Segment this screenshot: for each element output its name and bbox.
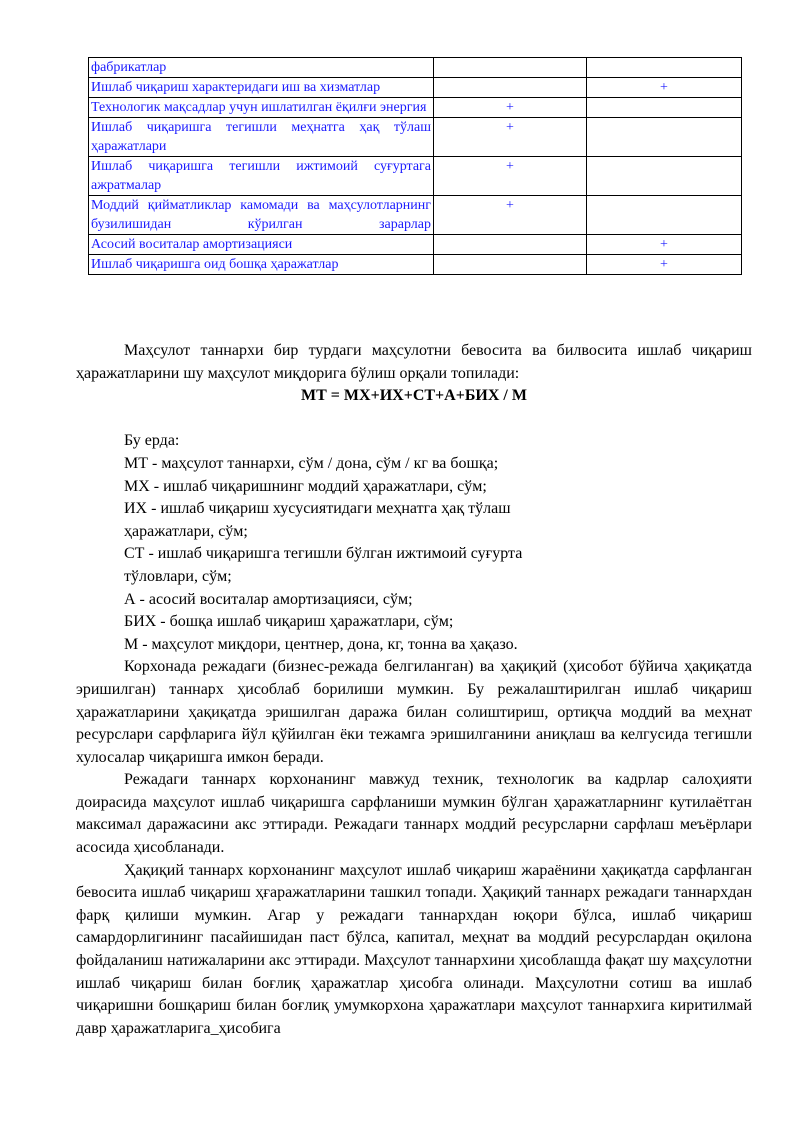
row-mark-col2: + [434,118,587,157]
row-mark-col3: + [587,235,742,255]
definition-line: БИХ - бошқа ишлаб чиқариш ҳаражатлари, сўм; [124,613,454,631]
row-name: Ишлаб чиқариш характеридаги иш ва хизматлар [89,78,434,98]
definition-line: ИХ - ишлаб чиқариш хусусиятидаги меҳнатга ҳақ тўлаш [124,500,511,518]
row-name: Ишлаб чиқаришга оид бошқа ҳаражатлар [89,255,434,275]
row-name: Ишлаб чиқаришга тегишли меҳнатга ҳақ тўлаш ҳаражатлари [89,118,434,157]
row-mark-col3: + [587,78,742,98]
definition-line: СТ - ишлаб чиқаришга тегишли бўлган ижтимоий суғурта [124,545,523,563]
paragraph: Режадаги таннарх корхонанинг мавжуд техник, технологик ва кадрлар салоҳияти доирасида маҳсулот ишлаб чиқаришга сарфланиши мумкин бўлган ҳаражатларнинг кутилаётган максимал даражасини акс эттиради. Режадаги таннарх моддий ресурсларни сарфлаш меъёрлари асосида ҳисобланади. [76,771,752,857]
row-mark-col2: + [434,157,587,196]
row-name: Ишлаб чиқаришга тегишли ижтимоий суғуртага ажратмалар [89,157,434,196]
definition-line: ҳаражатлари, сўм; [124,522,248,540]
row-mark-col2 [434,78,587,98]
row-name: Моддий қийматликлар камомади ва маҳсулотларнинг бузилишидан кўрилган зарарлар [89,196,434,235]
body-text [76,340,752,1040]
row-mark-col3 [587,58,742,78]
row-mark-col2 [434,255,587,275]
definition-line: МТ - маҳсулот таннархи, сўм / дона, сўм / кг ва бошқа; [124,454,499,472]
paragraph: Ҳақиқий таннарх корхонанинг маҳсулот ишлаб чиқариш жараёнини ҳақиқатда сарфланган бевосита ишлаб чиқариш ҳғаражатларини ташкил топади. Ҳақиқий таннарх режадаги таннархдан фарқ қилиши мумкин. Агар у режадаги таннархдан юқори бўлса, ишлаб чиқариш самардорлигининг пасайишидан паст бўлса, капитал, меҳнат ва моддий ресурслардан оқилона фойдаланиш натижаларини акс эттиради. Маҳсулот таннархини ҳисоблашда фақат шу маҳсулотни ишлаб чиқариш билан боғлиқ ҳаражатлар ҳисобга олинади. Маҳсулотни сотиш ва ишлаб чиқаришни бошқариш билан боғлиқ умумкорхона ҳаражатлари маҳсулот таннархига киритилмай давр ҳаражатларига_ҳисобига [76,861,752,1037]
cost-classification-table [88,57,742,275]
table-row [89,157,742,196]
table-row [89,255,742,275]
row-mark-col2 [434,235,587,255]
table-row [89,78,742,98]
row-mark-col2 [434,58,587,78]
row-mark-col2: + [434,196,587,235]
cost-formula: МТ = МХ+ИХ+СТ+А+БИХ / М [301,387,527,405]
row-mark-col3 [587,196,742,235]
row-name: Асосий воситалар амортизацияси [89,235,434,255]
row-mark-col3 [587,157,742,196]
definition-line: МХ - ишлаб чиқаришнинг моддий ҳаражатлари, сўм; [124,477,487,495]
row-name: фабрикатлар [89,58,434,78]
table-row [89,196,742,235]
table-row [89,58,742,78]
row-mark-col3 [587,98,742,118]
definition-line: тўловлари, сўм; [124,567,232,585]
intro-paragraph: Маҳсулот таннархи бир турдаги маҳсулотни бевосита ва билвосита ишлаб чиқариш ҳаражатларини шу маҳсулот миқдорига бўлиш орқали топилади: [76,342,752,382]
table-row [89,118,742,157]
table-row [89,98,742,118]
row-mark-col3: + [587,255,742,275]
row-mark-col2: + [434,98,587,118]
table-row [89,235,742,255]
row-name: Технологик мақсадлар учун ишлатилган ёқилғи энергия [89,98,434,118]
paragraph: Корхонада режадаги (бизнес-режада белгиланган) ва ҳақиқий (ҳисобот бўйича ҳақиқатда эришилган) таннарх ҳисоблаб борилиши мумкин. Бу режалаштирилган ишлаб чиқариш ҳаражатларини ҳақиқатда эришилган даража билан солиштириш, ортиқча моддий ва меҳнат ресурслари сарфларига йўл қўйилган ёки тежамга эришилганини аниқлаш ва келгусида тегишли хулосалар чиқаришга имкон беради. [76,658,752,766]
definition-line: М - маҳсулот миқдори, центнер, дона, кг, тонна ва ҳақазо. [124,635,518,653]
blank-line [76,408,752,431]
row-mark-col3 [587,118,742,157]
where-label: Бу ерда: [124,432,180,450]
definition-line: А - асосий воситалар амортизацияси, сўм; [124,590,413,608]
